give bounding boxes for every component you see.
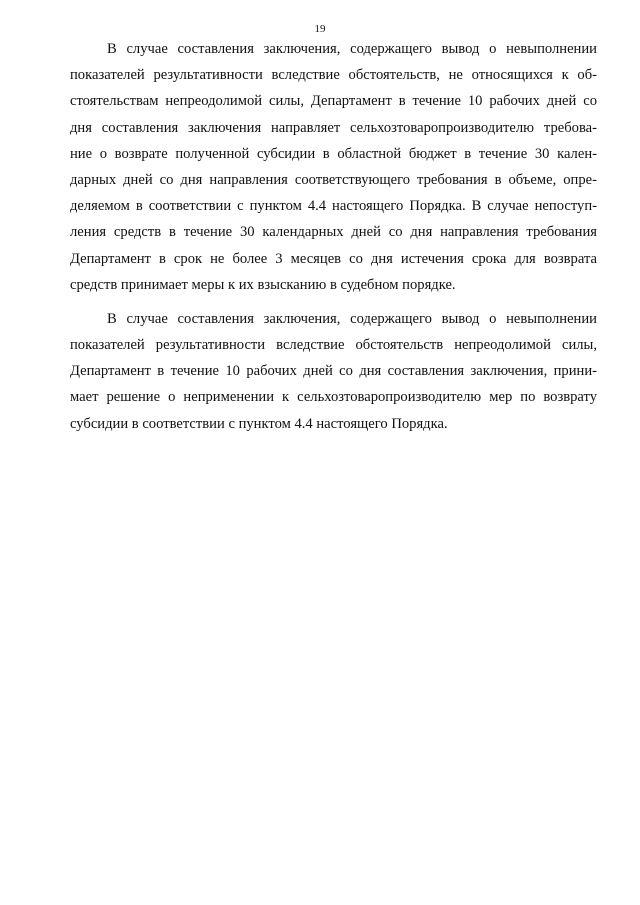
text-line: дарных дней со дня направления соответствующего требования в объеме, опре-	[70, 171, 597, 188]
text-line: стоятельствам непреодолимой силы, Департамент в течение 10 рабочих дней со	[70, 93, 597, 110]
text-line: Департамент в течение 10 рабочих дней со дня составления заключения, прини-	[70, 363, 597, 380]
text-line: ления средств в течение 30 календарных дней со дня направления требования	[70, 224, 597, 241]
text-line: Департамент в срок не более 3 месяцев со дня истечения срока для возврата	[70, 250, 597, 267]
text-line: В случае составления заключения, содержащего вывод о невыполнении	[107, 41, 597, 57]
paragraph-2	[70, 306, 597, 437]
paragraph-1	[70, 36, 597, 298]
text-line: средств принимает меры к их взысканию в судебном порядке.	[70, 276, 456, 293]
text-line: дня составления заключения направляет сельхозтоваропроизводителю требова-	[70, 119, 597, 136]
text-line: В случае составления заключения, содержащего вывод о невыполнении	[107, 310, 597, 327]
text-line: деляемом в соответствии с пунктом 4.4 настоящего Порядка. В случае непоступ-	[70, 198, 597, 215]
text-line: ние о возврате полученной субсидии в областной бюджет в течение 30 кален-	[70, 145, 597, 162]
page-number: 19	[314, 23, 326, 35]
document-body	[70, 36, 597, 437]
text-line: показателей результативности вследствие обстоятельств непреодолимой силы,	[70, 337, 597, 354]
text-line: показателей результативности вследствие обстоятельств, не относящихся к об-	[70, 67, 597, 84]
text-line: мает решение о неприменении к сельхозтоваропроизводителю мер по возврату	[70, 389, 597, 406]
text-line: субсидии в соответствии с пунктом 4.4 настоящего Порядка.	[70, 415, 448, 432]
